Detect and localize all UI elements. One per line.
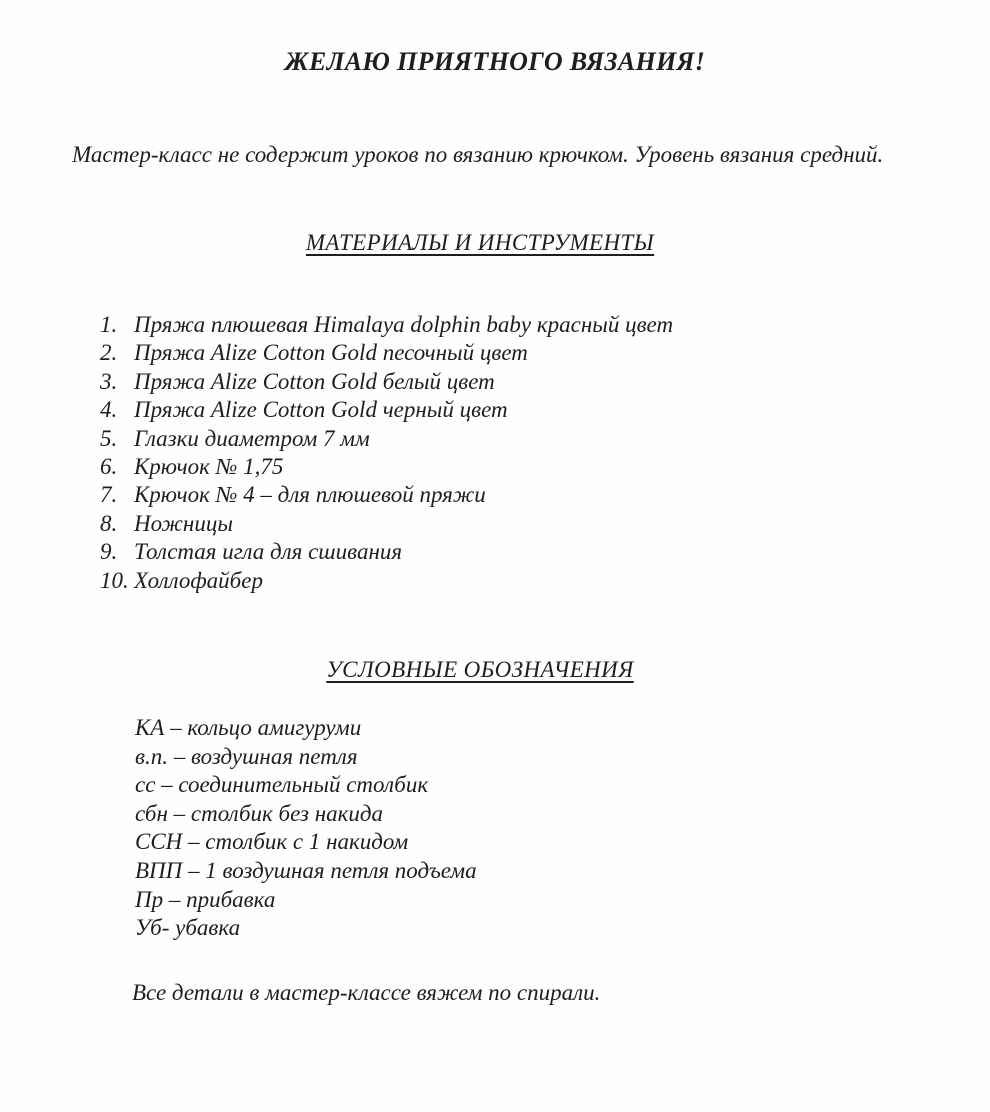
legend-item: Уб- убавка <box>135 915 241 941</box>
legend-item: сс – соединительный столбик <box>135 772 429 798</box>
legend-item: в.п. – воздушная петля <box>135 743 358 769</box>
legend-heading: УСЛОВНЫЕ ОБОЗНАЧЕНИЯ <box>326 657 634 683</box>
legend-item: сбн – столбик без накида <box>135 800 384 826</box>
list-item-text: Пряжа Alize Cotton Gold песочный цвет <box>134 340 528 366</box>
list-item <box>100 368 950 396</box>
intro-paragraph: Мастер-класс не содержит уроков по вязанию крючком. Уровень вязания средний. <box>72 142 884 167</box>
spiral-note: Все детали в мастер-классе вяжем по спирали. <box>132 979 601 1005</box>
list-item-text: Пряжа плюшевая Himalaya dolphin baby красный цвет <box>134 312 674 337</box>
list-item-number: 5. <box>100 425 118 451</box>
list-item-text: Крючок № 1,75 <box>134 454 284 480</box>
list-item <box>100 538 950 566</box>
list-item-text: Ножницы <box>134 510 233 536</box>
list-item <box>100 396 950 424</box>
list-item-text: Крючок № 4 – для плюшевой пряжи <box>134 482 486 508</box>
list-item-text: Глазки диаметром 7 мм <box>134 425 370 451</box>
list-item <box>100 453 950 481</box>
list-item-number: 8. <box>100 510 118 536</box>
list-item-text: Пряжа Alize Cotton Gold черный цвет <box>134 397 508 423</box>
list-item <box>100 311 950 339</box>
legend-item: ССН – столбик с 1 накидом <box>135 829 409 855</box>
page-title: ЖЕЛАЮ ПРИЯТНОГО ВЯЗАНИЯ! <box>284 47 706 76</box>
legend-list <box>135 714 950 943</box>
list-item-number: 10. <box>100 567 129 593</box>
materials-heading: МАТЕРИАЛЫ И ИНСТРУМЕНТЫ <box>305 230 655 255</box>
legend-item: ВПП – 1 воздушная петля подъема <box>135 858 477 884</box>
materials-list <box>100 311 950 595</box>
list-item <box>100 567 950 595</box>
list-item-number: 3. <box>100 368 118 394</box>
list-item <box>100 425 950 453</box>
list-item-number: 4. <box>100 397 118 423</box>
list-item-number: 9. <box>100 539 118 565</box>
list-item-text: Толстая игла для сшивания <box>134 539 403 565</box>
legend-item: Пр – прибавка <box>135 886 276 912</box>
list-item-number: 1. <box>100 312 118 337</box>
list-item <box>100 510 950 538</box>
list-item-text: Холлофайбер <box>134 567 263 593</box>
list-item-number: 6. <box>100 454 118 480</box>
list-item <box>100 481 950 509</box>
list-item-number: 7. <box>100 482 118 508</box>
list-item <box>100 339 950 367</box>
list-item-text: Пряжа Alize Cotton Gold белый цвет <box>134 368 495 394</box>
list-item-number: 2. <box>100 340 118 366</box>
legend-item: КА – кольцо амигуруми <box>135 715 362 741</box>
